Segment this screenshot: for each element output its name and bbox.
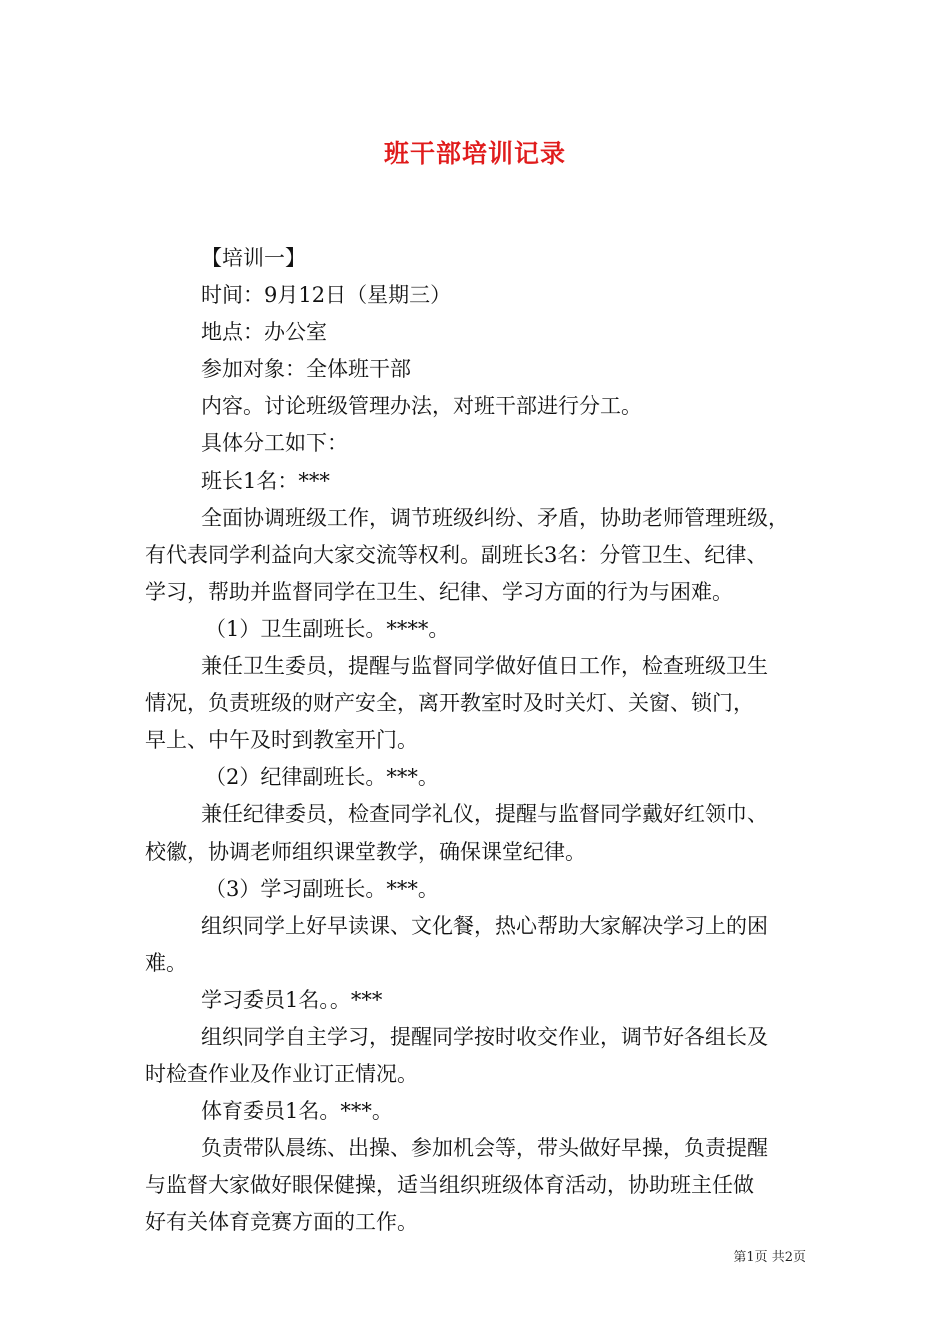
text-line: 参加对象：全体班干部 (201, 357, 411, 382)
text-line: 组织同学上好早读课、文化餐，热心帮助大家解决学习上的困 (201, 913, 768, 938)
text-line: 好有关体育竞赛方面的工作。 (145, 1210, 418, 1235)
text-line: 校徽，协调老师组织课堂教学，确保课堂纪律。 (145, 839, 586, 864)
text-line: （2）纪律副班长。***。 (205, 765, 439, 790)
text-line: 时检查作业及作业订正情况。 (145, 1062, 418, 1087)
text-line: 地点：办公室 (201, 320, 327, 345)
text-line: 兼任卫生委员，提醒与监督同学做好值日工作，检查班级卫生 (201, 654, 768, 679)
page-number: 第1页 共2页 (733, 1250, 806, 1265)
text-line: 学习，帮助并监督同学在卫生、纪律、学习方面的行为与困难。 (145, 579, 733, 604)
text-line: 有代表同学利益向大家交流等权利。副班长3名：分管卫生、纪律、 (145, 542, 768, 567)
text-line: 难。 (145, 950, 187, 975)
text-line: 负责带队晨练、出操、参加机会等，带头做好早操，负责提醒 (201, 1136, 768, 1161)
document-title: 班干部培训记录 (383, 139, 566, 168)
text-line: 时间：9月12日（星期三） (201, 283, 452, 308)
text-line: 组织同学自主学习，提醒同学按时收交作业，调节好各组长及 (201, 1024, 768, 1049)
text-line: 与监督大家做好眼保健操，适当组织班级体育活动，协助班主任做 (145, 1173, 754, 1198)
text-line: 【培训一】 (201, 246, 306, 270)
text-line: 内容。讨论班级管理办法，对班干部进行分工。 (201, 394, 642, 419)
text-line: 班长1名：*** (201, 468, 330, 493)
text-line: 全面协调班级工作，调节班级纠纷、矛盾，协助老师管理班级， (201, 505, 789, 530)
text-line: 学习委员1名。。*** (201, 987, 383, 1012)
text-line: 早上、中午及时到教室开门。 (145, 728, 418, 753)
document-body (145, 240, 815, 1242)
text-line: （3）学习副班长。***。 (205, 876, 439, 901)
text-line: 具体分工如下： (201, 431, 348, 456)
text-line: 情况，负责班级的财产安全，离开教室时及时关灯、关窗、锁门， (145, 691, 754, 716)
text-line: 体育委员1名。***。 (201, 1099, 393, 1124)
text-line: 兼任纪律委员，检查同学礼仪，提醒与监督同学戴好红领巾、 (201, 802, 768, 827)
text-line: （1）卫生副班长。****。 (205, 616, 450, 641)
